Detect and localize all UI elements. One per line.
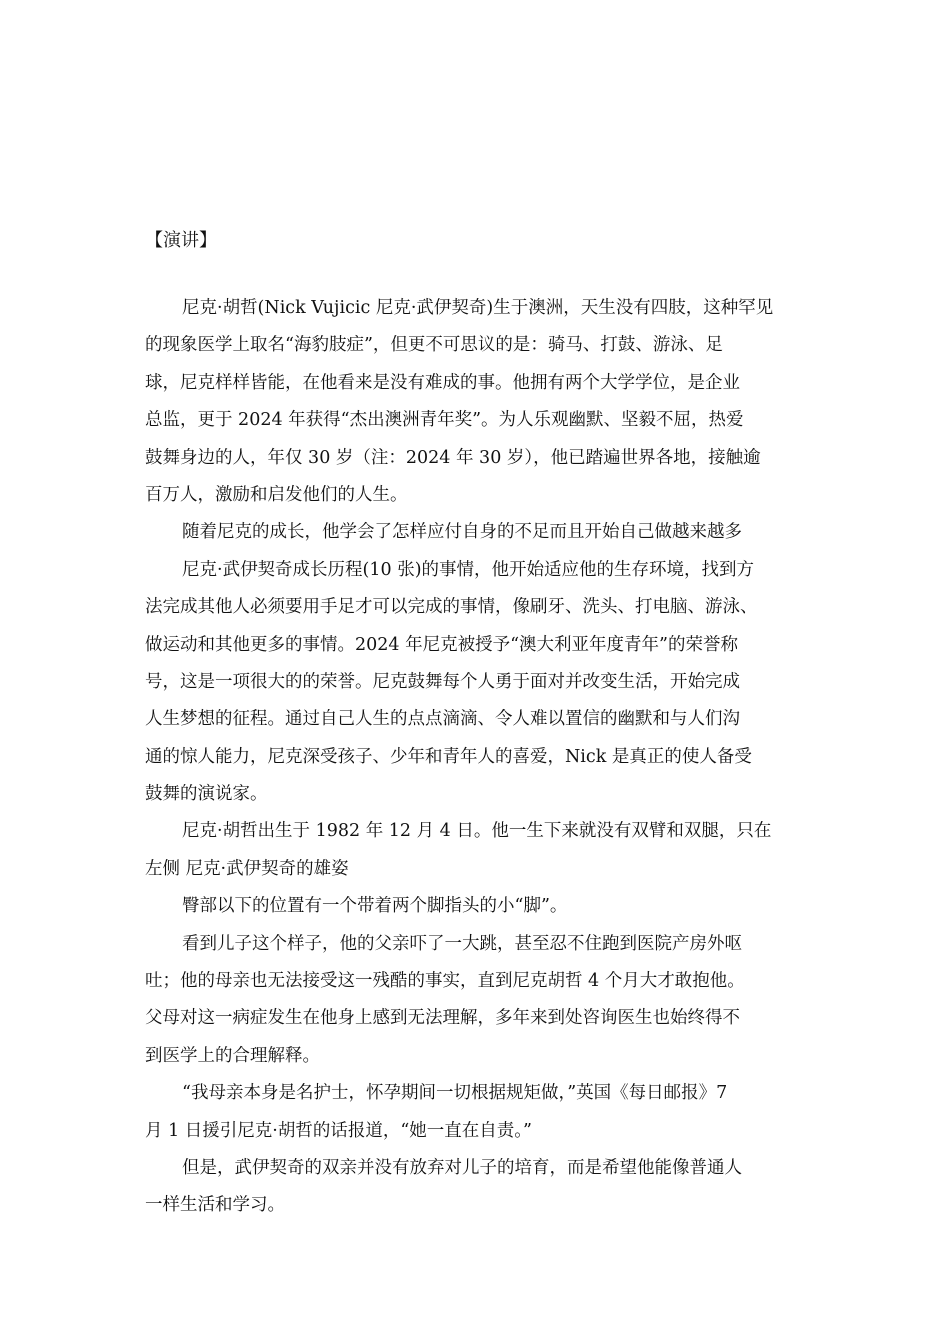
text-line: 球，尼克样样皆能，在他看来是没有难成的事。他拥有两个大学学位，是企业 [145,372,740,393]
text-line: 看到儿子这个样子，他的父亲吓了一大跳，甚至忍不住跑到医院产房外呕 [182,933,742,954]
text-line: 百万人，激励和启发他们的人生。 [145,484,408,505]
text-line: 月 1 日援引尼克·胡哲的话报道，“她一直在自责。” [145,1120,532,1141]
text-line: 的现象医学上取名“海豹肢症”，但更不可思议的是：骑马、打鼓、游泳、足 [145,335,723,356]
text-line: “我母亲本身是名护士，怀孕期间一切根据规矩做，”英国《每日邮报》7 [182,1083,728,1104]
text-line: 但是，武伊契奇的双亲并没有放弃对儿子的培育，而是希望他能像普通人 [182,1157,742,1178]
text-line: 鼓舞身边的人，年仅 30 岁（注：2024 年 30 岁），他已踏遍世界各地，接触逾 [145,447,761,468]
text-line: 人生梦想的征程。通过自己人生的点点滴滴、令人难以置信的幽默和与人们沟 [145,709,740,730]
text-line: 法完成其他人必须要用手足才可以完成的事情，像刷牙、洗头、打电脑、游泳、 [145,597,758,618]
text-line: 尼克·胡哲出生于 1982 年 12 月 4 日。他一生下来就没有双臂和双腿，只在 [182,821,772,842]
text-line: 左侧 尼克·武伊契奇的雄姿 [145,858,349,879]
text-line: 父母对这一病症发生在他身上感到无法理解，多年来到处咨询医生也始终得不 [145,1008,740,1029]
text-line: 臀部以下的位置有一个带着两个脚指头的小“脚”。 [182,896,568,917]
text-line: 尼克·武伊契奇成长历程(10 张)的事情，他开始适应他的生存环境，找到方 [182,559,755,580]
text-line: 通的惊人能力，尼克深受孩子、少年和青年人的喜爱，Nick 是真正的使人备受 [145,746,752,767]
text-line: 鼓舞的演说家。 [145,784,268,805]
text-line: 到医学上的合理解释。 [145,1045,320,1066]
text-line: 做运动和其他更多的事情。2024 年尼克被授予“澳大利亚年度青年”的荣誉称 [145,634,738,655]
text-line: 随着尼克的成长，他学会了怎样应付自身的不足而且开始自己做越来越多 [182,522,742,543]
text-line: 吐；他的母亲也无法接受这一残酷的事实，直到尼克胡哲 4 个月大才敢抱他。 [145,971,745,992]
text-line: 总监，更于 2024 年获得“杰出澳洲青年奖”。为人乐观幽默、坚毅不屈，热爱 [145,410,744,431]
article-body [145,290,809,1225]
text-line: 号，这是一项很大的的荣誉。尼克鼓舞每个人勇于面对并改变生活，开始完成 [145,671,740,692]
text-line: 一样生活和学习。 [145,1195,285,1216]
section-heading: 【演讲】 [145,230,217,251]
text-line: 尼克·胡哲(Nick Vujicic 尼克·武伊契奇)生于澳洲，天生没有四肢，这种罕见 [182,298,774,318]
